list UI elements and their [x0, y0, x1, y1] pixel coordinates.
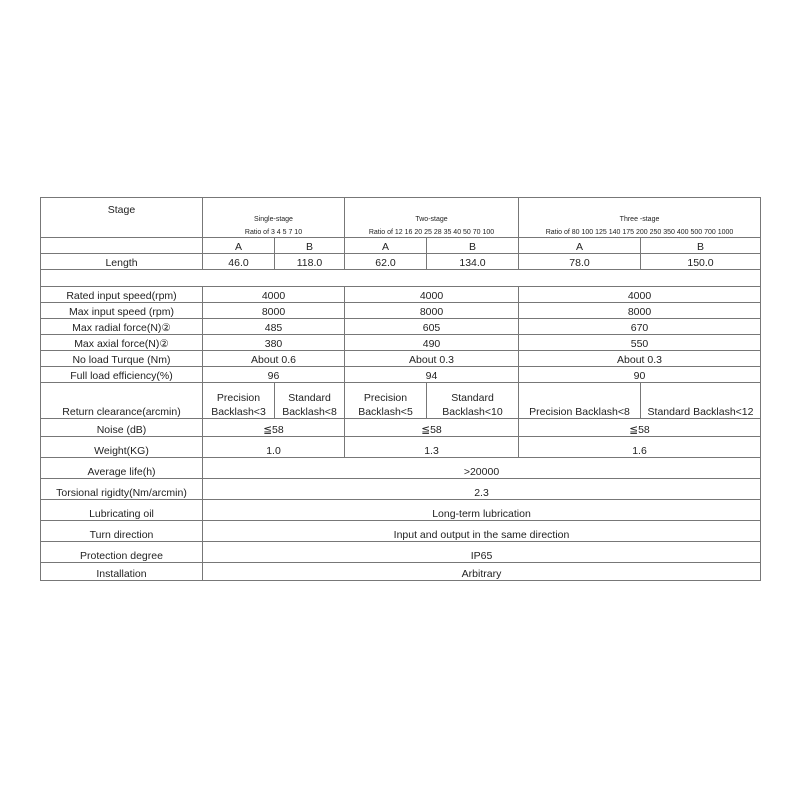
variant-a: A	[203, 238, 275, 254]
backlash-cell: Standard Backlash<12	[641, 383, 761, 419]
value-cell: About 0.3	[519, 351, 761, 367]
variant-a: A	[345, 238, 427, 254]
three-stage-header: Three -stage Ratio of 80 100 125 140 175 200 250 350 400 500 700 1000	[519, 198, 761, 238]
value-cell: 550	[519, 335, 761, 351]
value-cell: 1.6	[519, 437, 761, 458]
row-label: Torsional rigidty(Nm/arcmin)	[41, 479, 203, 500]
value-cell: 8000	[519, 303, 761, 319]
specification-table	[40, 197, 761, 581]
value-cell: 670	[519, 319, 761, 335]
spec-row	[41, 335, 761, 351]
variant-row	[41, 238, 761, 254]
noise-row	[41, 419, 761, 437]
value-cell: 8000	[203, 303, 345, 319]
backlash-cell: Precision Backlash<8	[519, 383, 641, 419]
value-cell: IP65	[203, 542, 761, 563]
spacer-row	[41, 270, 761, 287]
row-label: Noise (dB)	[41, 419, 203, 437]
value-cell: 1.3	[345, 437, 519, 458]
row-label: Return clearance(arcmin)	[41, 383, 203, 419]
value-cell: 96	[203, 367, 345, 383]
header-row	[41, 198, 761, 238]
single-stage-header: Single-stage Ratio of 3 4 5 7 10	[203, 198, 345, 238]
row-label: No load Turque (Nm)	[41, 351, 203, 367]
value-cell: 90	[519, 367, 761, 383]
value-cell: >20000	[203, 458, 761, 479]
weight-row	[41, 437, 761, 458]
row-label: Rated input speed(rpm)	[41, 287, 203, 303]
backlash-cell: Standard Backlash<8	[275, 383, 345, 419]
row-label: Length	[41, 254, 203, 270]
spec-row	[41, 319, 761, 335]
value-cell: 8000	[345, 303, 519, 319]
spec-row	[41, 287, 761, 303]
row-label: Turn direction	[41, 521, 203, 542]
length-value: 62.0	[345, 254, 427, 270]
backlash-cell: Precision Backlash<3	[203, 383, 275, 419]
row-label: Full load efficiency(%)	[41, 367, 203, 383]
value-cell: 4000	[519, 287, 761, 303]
value-cell: Input and output in the same direction	[203, 521, 761, 542]
row-label: Max axial force(N)②	[41, 335, 203, 351]
spec-row	[41, 351, 761, 367]
row-label: Weight(KG)	[41, 437, 203, 458]
row-label: Lubricating oil	[41, 500, 203, 521]
common-row	[41, 500, 761, 521]
backlash-cell: Precision Backlash<5	[345, 383, 427, 419]
stage-label: Stage	[41, 198, 203, 238]
length-value: 46.0	[203, 254, 275, 270]
value-cell: Long-term lubrication	[203, 500, 761, 521]
value-cell: ≦58	[345, 419, 519, 437]
common-row	[41, 479, 761, 500]
common-row	[41, 521, 761, 542]
value-cell: About 0.6	[203, 351, 345, 367]
value-cell: 4000	[203, 287, 345, 303]
value-cell: ≦58	[203, 419, 345, 437]
row-label: Protection degree	[41, 542, 203, 563]
value-cell: 4000	[345, 287, 519, 303]
row-label: Max radial force(N)②	[41, 319, 203, 335]
variant-a: A	[519, 238, 641, 254]
empty-cell	[41, 270, 761, 287]
value-cell: ≦58	[519, 419, 761, 437]
row-label: Average life(h)	[41, 458, 203, 479]
row-label: Installation	[41, 563, 203, 581]
two-stage-header: Two-stage Ratio of 12 16 20 25 28 35 40 50 70 100	[345, 198, 519, 238]
length-value: 150.0	[641, 254, 761, 270]
empty-cell	[41, 238, 203, 254]
length-row	[41, 254, 761, 270]
common-row	[41, 542, 761, 563]
common-row	[41, 563, 761, 581]
value-cell: 605	[345, 319, 519, 335]
spec-row	[41, 303, 761, 319]
value-cell: Arbitrary	[203, 563, 761, 581]
value-cell: 2.3	[203, 479, 761, 500]
backlash-cell: Standard Backlash<10	[427, 383, 519, 419]
value-cell: 485	[203, 319, 345, 335]
length-value: 78.0	[519, 254, 641, 270]
variant-b: B	[275, 238, 345, 254]
length-value: 118.0	[275, 254, 345, 270]
length-value: 134.0	[427, 254, 519, 270]
value-cell: About 0.3	[345, 351, 519, 367]
return-clearance-row	[41, 383, 761, 419]
common-row	[41, 458, 761, 479]
spec-row	[41, 367, 761, 383]
variant-b: B	[641, 238, 761, 254]
variant-b: B	[427, 238, 519, 254]
value-cell: 380	[203, 335, 345, 351]
value-cell: 94	[345, 367, 519, 383]
value-cell: 1.0	[203, 437, 345, 458]
row-label: Max input speed (rpm)	[41, 303, 203, 319]
value-cell: 490	[345, 335, 519, 351]
